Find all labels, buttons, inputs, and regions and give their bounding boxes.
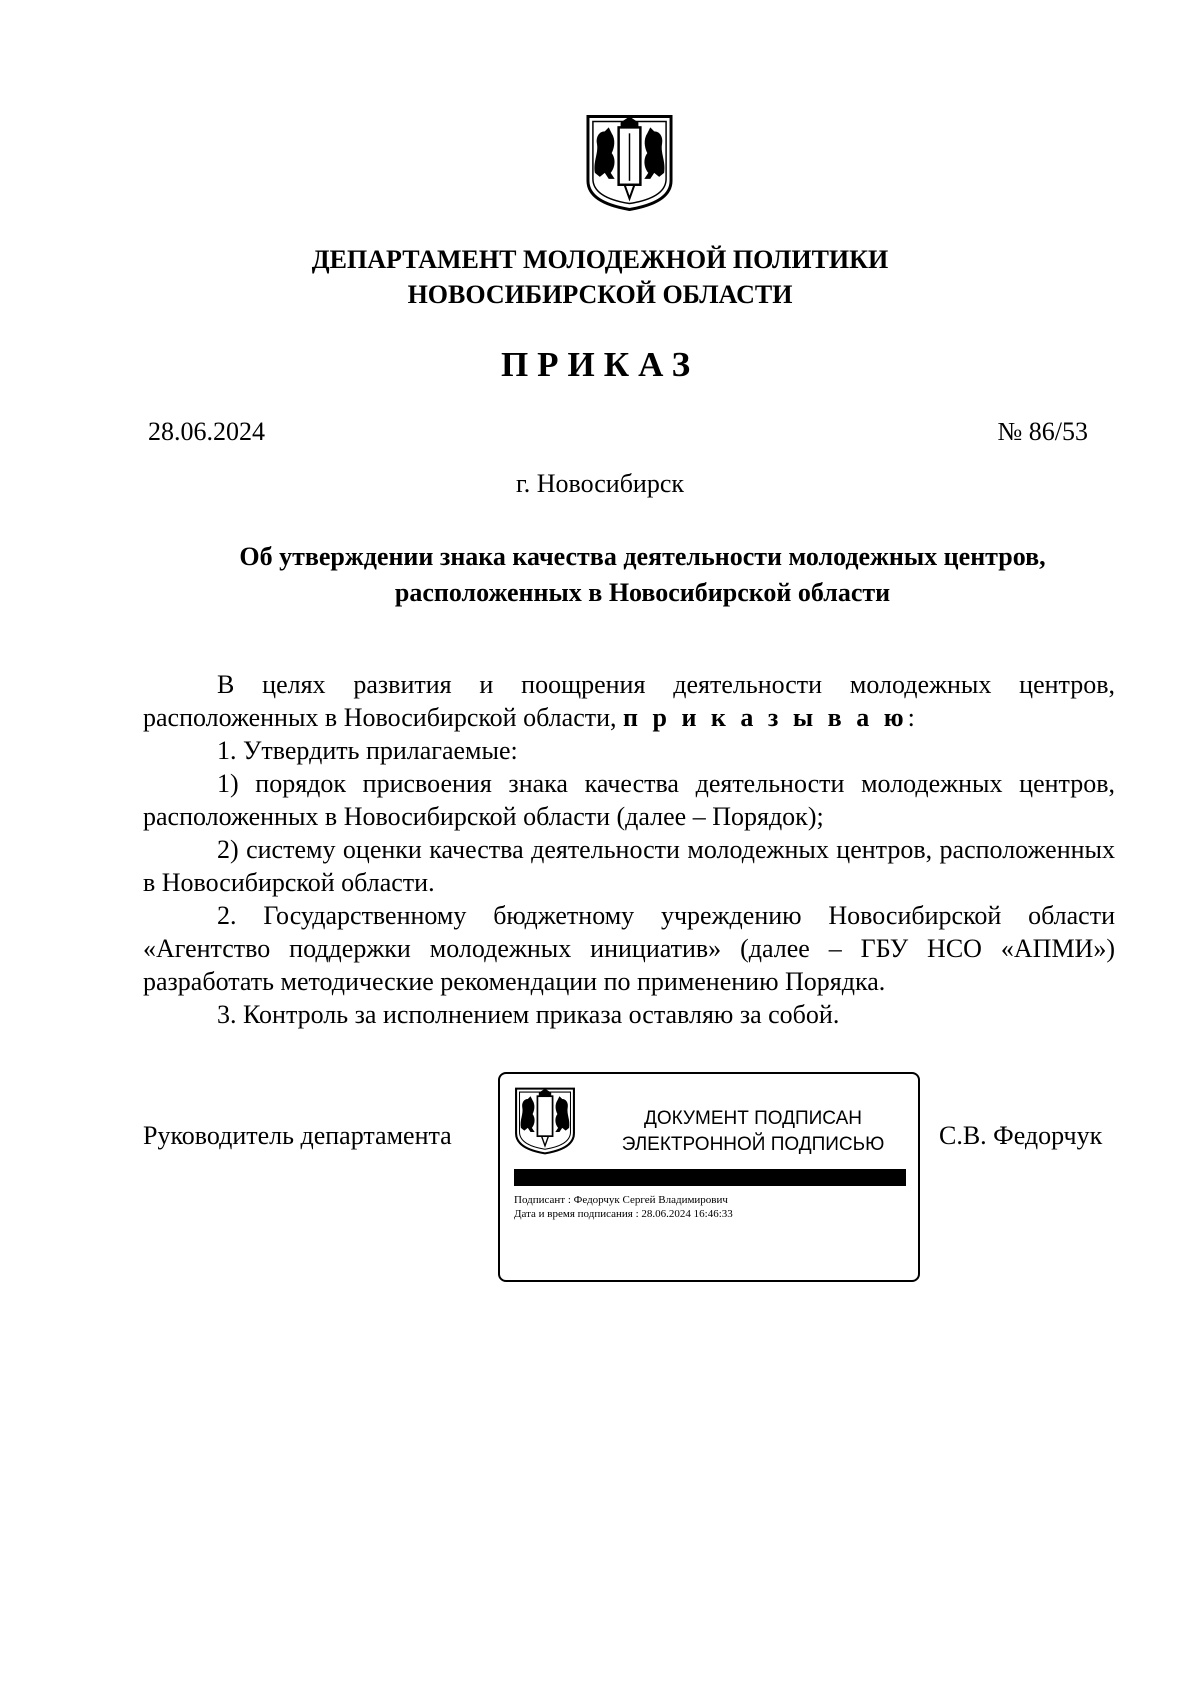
department-name-line1: ДЕПАРТАМЕНТ МОЛОДЕЖНОЙ ПОЛИТИКИ <box>311 245 889 274</box>
document-type-title: ПРИКАЗ <box>500 345 700 384</box>
stamp-datetime: Дата и время подписания : 28.06.2024 16:46:33 <box>514 1208 733 1220</box>
department-name-line2: НОВОСИБИРСКОЙ ОБЛАСТИ <box>407 280 793 309</box>
stamp-details <box>514 1193 733 1221</box>
subject-line2: расположенных в Новосибирской области <box>394 578 891 607</box>
stamp-heading-line1: ДОКУМЕНТ ПОДПИСАН <box>644 1108 862 1129</box>
stamp-heading-line2: ЭЛЕКТРОННОЙ ПОДПИСЬЮ <box>621 1134 885 1155</box>
body-paragraph-item3: 3. Контроль за исполнением приказа оставляю за собой. <box>217 1000 840 1029</box>
body-paragraph-item1-1: 1) порядок присвоения знака качества деятельности молодежных центров, расположенных в Новосибирской области (далее – Порядок); <box>143 769 1115 831</box>
certificate-redaction-bar <box>514 1169 906 1186</box>
document-body <box>143 668 1115 1031</box>
body-paragraph-item2: 2. Государственному бюджетному учреждению Новосибирской области «Агентство поддержки молодежных инициатив» (далее – ГБУ НСО «АПМИ») разработать методические рекомендации по применению Порядка. <box>143 901 1115 996</box>
body-paragraph-item1-2: 2) систему оценки качества деятельности молодежных центров, расположенных в Новосибирской области. <box>143 835 1115 897</box>
signatory-role: Руководитель департамента <box>143 1121 452 1150</box>
subject-line1: Об утверждении знака качества деятельности молодежных центров, <box>239 542 1046 571</box>
stamp-heading <box>600 1106 906 1158</box>
coat-of-arms-icon <box>514 1085 576 1157</box>
order-verb: п р и к а з ы в а ю <box>623 703 908 732</box>
signatory-name: С.В. Федорчук <box>939 1121 1103 1150</box>
document-date: 28.06.2024 <box>148 417 265 446</box>
coat-of-arms-icon <box>585 113 674 213</box>
body-paragraph-item1: 1. Утвердить прилагаемые: <box>217 736 518 765</box>
electronic-signature-stamp <box>498 1072 920 1282</box>
preamble-colon: : <box>907 703 915 732</box>
document-number: № 86/53 <box>997 417 1088 446</box>
document-subject <box>190 539 1095 611</box>
preamble-text: В целях развития и поощрения деятельности молодежных центров, расположенных в Новосибирской области, <box>143 670 1115 732</box>
document-city: г. Новосибирск <box>515 469 685 498</box>
body-paragraph-preamble <box>143 668 1115 734</box>
stamp-signer: Подписант : Федорчук Сергей Владимирович <box>514 1194 728 1206</box>
